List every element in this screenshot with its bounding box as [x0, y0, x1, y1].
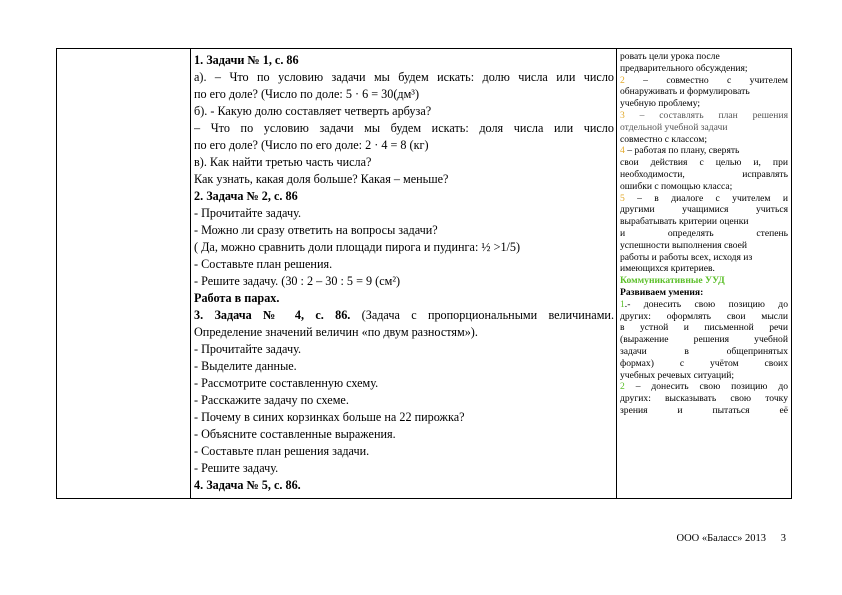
skill-line — [620, 75, 788, 87]
skill-line — [620, 145, 788, 157]
task-line: - Решите задачу. (30 : 2 – 30 : 5 = 9 (см²) — [194, 274, 401, 288]
task-line-heading: 3. Задача № 4, с. 86. — [194, 308, 351, 322]
skill-number: 2 — [620, 381, 625, 393]
skill-line: учебных речевых ситуаций; — [620, 369, 735, 381]
skill-line: обнаруживать и формулировать — [620, 86, 750, 98]
task-line: а). – Что по условию задачи мы будем искать: долю числа или число — [194, 70, 614, 84]
task-line: - Прочитайте задачу. — [194, 342, 302, 356]
skill-line: и определять степень — [620, 227, 788, 239]
skill-line: учебную проблему; — [620, 98, 701, 110]
task-line: – Что по условию задачи мы будем искать: доля числа или число — [194, 121, 614, 135]
page-number: 3 — [780, 533, 786, 544]
tasks-column — [194, 52, 614, 494]
task-line: Определение значений величин «по двум разностям»). — [194, 325, 478, 339]
skill-line: отдельной учебной задачи — [620, 121, 728, 133]
skill-line: другими учащимися учиться — [620, 204, 788, 216]
task-line: - Составьте план решения задачи. — [194, 444, 370, 458]
skill-text: – в диалоге с учителем и — [624, 192, 788, 204]
task-line: 4. Задача № 5, с. 86. — [194, 478, 301, 492]
skill-line: (выражение решения учебной — [620, 334, 788, 346]
task-line: - Составьте план решения. — [194, 257, 333, 271]
skill-line: других: высказывать свою точку — [620, 393, 788, 405]
lesson-table — [56, 48, 792, 499]
skill-line: других: оформлять свои мысли — [620, 310, 788, 322]
page-footer — [0, 533, 842, 547]
skill-line: в устной и письменной речи — [620, 322, 788, 334]
task-line: - Расскажите задачу по схеме. — [194, 393, 349, 407]
skill-line — [620, 381, 788, 393]
skill-line: формах) с учётом своих — [620, 357, 788, 369]
task-line: 2. Задача № 2, с. 86 — [194, 189, 298, 203]
task-line: - Выделите данные. — [194, 359, 297, 373]
skill-line — [620, 110, 788, 122]
column-divider-left — [190, 49, 191, 498]
skill-line: ошибки с помощью класса; — [620, 180, 733, 192]
task-line: ( Да, можно сравнить доли площади пирога и пудинга: ½ >1/5) — [194, 240, 521, 254]
skill-line: свои действия с целью и, при — [620, 157, 788, 169]
task-line: - Можно ли сразу ответить на вопросы задачи? — [194, 223, 438, 237]
skill-line: предварительного обсуждения; — [620, 62, 748, 74]
skill-line: задачи в общепринятых — [620, 345, 788, 357]
task-line: по его доле? (Число по его доле: 2 · 4 = 8 (кг) — [194, 138, 429, 152]
skill-line: совместно с классом; — [620, 133, 707, 145]
skill-line: необходимости, исправлять — [620, 168, 788, 180]
task-line: 3. Задача № 4, с. 86. (Задача с пропорциональными величинами. — [194, 308, 614, 322]
task-line: - Рассмотрите составленную схему. — [194, 376, 379, 390]
task-line: б). - Какую долю составляет четверть арбуза? — [194, 104, 432, 118]
task-line: по его доле? (Число по доле: 5 · 6 = 30(дм³) — [194, 87, 420, 101]
skill-line: ровать цели урока после — [620, 51, 720, 62]
skill-text: – совместно с учителем — [624, 74, 788, 86]
skill-text: – работая по плану, сверять — [624, 145, 740, 157]
skill-line: Развиваем умения: — [620, 286, 704, 298]
skill-number: 2 — [620, 74, 625, 86]
skill-text: – донесить свою позицию до — [624, 381, 788, 393]
skill-text: .- донесить свою позицию до — [624, 298, 788, 310]
skill-number: 5 — [620, 192, 625, 204]
task-line: Как узнать, какая доля больше? Какая – меньше? — [194, 172, 449, 186]
skill-line — [620, 299, 788, 311]
skill-line: зрения и пытаться её — [620, 404, 788, 416]
skill-line: работы и работы всех, исходя из — [620, 251, 753, 263]
task-line: - Объясните составленные выражения. — [194, 427, 396, 441]
skill-line: имеющихся критериев. — [620, 263, 715, 275]
footer-company: ООО «Баласс» 2013 — [676, 533, 766, 544]
skill-line: вырабатывать критерии оценки — [620, 216, 749, 228]
skill-text: – составлять план решения — [624, 109, 788, 121]
skill-line: успешности выполнения своей — [620, 239, 748, 251]
task-line: - Почему в синих корзинках больше на 22 пирожка? — [194, 410, 465, 424]
task-line: в). Как найти третью часть числа? — [194, 155, 372, 169]
skill-number: 4 — [620, 145, 625, 157]
skill-line — [620, 193, 788, 205]
skill-number: 1 — [620, 298, 625, 310]
task-line: - Решите задачу. — [194, 461, 279, 475]
task-line: Работа в парах. — [194, 291, 280, 305]
task-line: 1. Задачи № 1, с. 86 — [194, 53, 299, 67]
task-line: - Прочитайте задачу. — [194, 206, 302, 220]
column-divider-right — [616, 49, 617, 498]
skills-column — [620, 51, 788, 417]
skill-number: 3 — [620, 109, 625, 121]
skill-line: Коммуникативные УУД — [620, 275, 725, 287]
